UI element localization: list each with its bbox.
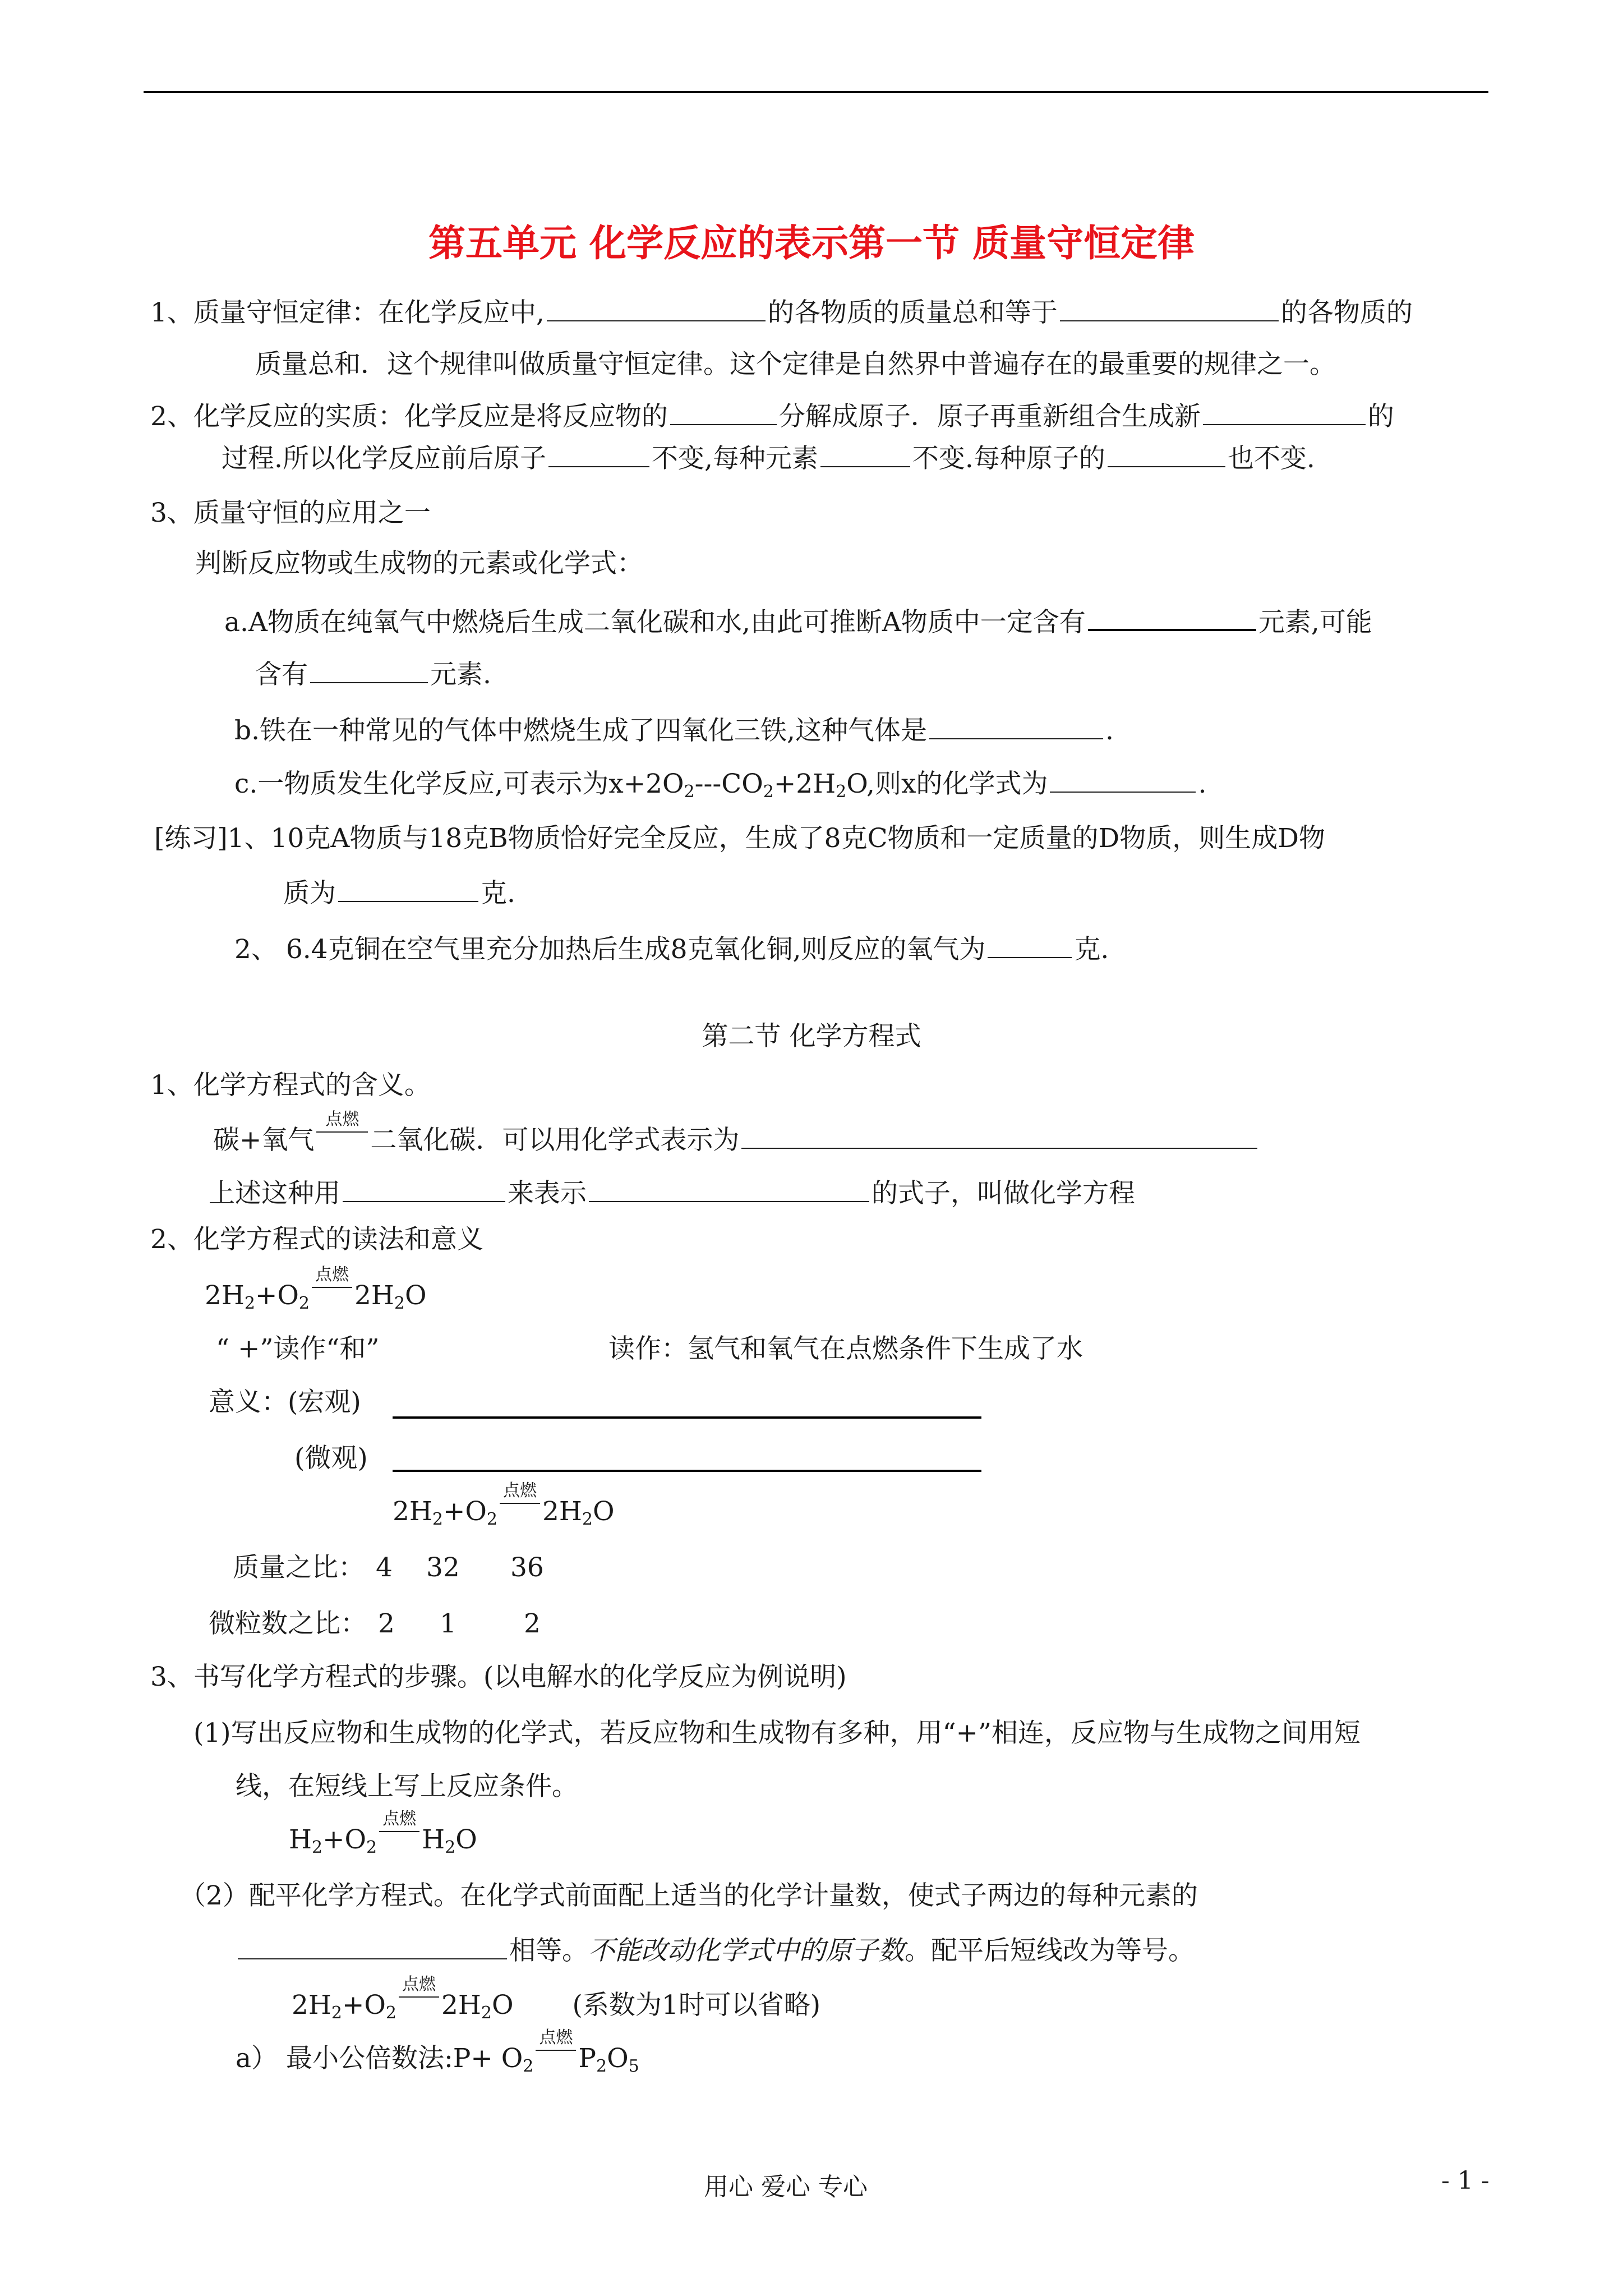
text: . [1198,769,1207,799]
reaction-condition [310,1265,354,1313]
reaction-essence-line2 [222,440,1315,476]
text: 2、化学反应的实质：化学反应是将反应物的 [150,401,668,432]
text: ---CO [694,769,763,799]
condition-label: 点燃 [325,1110,359,1129]
text: O,则x的化学式为 [846,769,1048,799]
blank-mass-d[interactable] [338,875,478,902]
exercise-2 [234,931,1109,967]
condition-bar [399,1996,439,1998]
text: b.铁在一种常见的气体中燃烧生成了四氧化三铁,这种气体是 [234,715,927,746]
text: 的各物质的 [1280,297,1413,328]
condition-bar [316,1131,368,1133]
text: 分解成原子．原子再重新组合生成新 [778,401,1201,432]
subscript: 2 [385,2003,396,2023]
subscript: 2 [312,1838,323,1857]
particle-ratio-h2o: 2 [524,1608,541,1639]
subscript: 2 [244,1294,255,1313]
text: a） 最小公倍数法:P+ O [236,2043,523,2074]
blank-chemical-reaction[interactable] [589,1175,869,1202]
text: 过程.所以化学反应前后原子 [222,443,546,474]
mass-ratio-o2: 32 [426,1552,460,1583]
carbon-equation-line [213,1110,1260,1157]
text: P [578,2043,596,2074]
text: +O [322,1824,367,1855]
meaning-heading: 1、化学方程式的含义。 [150,1070,431,1101]
question-a-line2 [255,656,491,692]
reaction-condition [377,1809,422,1857]
text: 2H [542,1496,582,1527]
text: +O [342,1990,386,2021]
subscript: 2 [331,2003,342,2023]
text: 2H [292,1990,331,2021]
subscript: 2 [481,2003,492,2023]
condition-label: 点燃 [382,1809,417,1829]
particle-ratio-o2: 1 [440,1608,457,1639]
text: 二氧化碳．可以用化学式表示为 [370,1125,740,1156]
condition-label: 点燃 [402,1975,436,1994]
text: 也不变. [1227,443,1315,474]
text: a.A物质在纯氧气中燃烧后生成二氧化碳和水,由此可推断A物质中一定含有 [224,607,1086,638]
condition-label: 点燃 [539,2028,573,2047]
blank-gas[interactable] [929,712,1103,739]
text: 含有 [255,659,308,690]
reaction-condition [533,2028,578,2076]
blank-element[interactable] [820,440,910,467]
text: +2H [773,769,836,799]
text: +O [442,1496,487,1527]
blank-reactants[interactable] [547,295,766,321]
text: . [1105,715,1114,746]
text: 2H [393,1496,432,1527]
text: 不变.每种原子的 [912,443,1105,474]
reaction-essence-line1 [150,398,1394,434]
condition-bar [500,1503,540,1504]
meaning-macro-label: 意义：(宏观) [209,1387,361,1418]
subscript: 2 [836,782,847,802]
text: 克. [481,878,515,909]
condition-bar [379,1831,419,1832]
blank-molecule[interactable] [670,398,777,425]
mass-ratio-label: 质量之比： [233,1552,365,1583]
text: H [289,1824,312,1855]
condition-label: 点燃 [503,1481,537,1501]
text: 相等。 [509,1935,588,1966]
application-subheading: 判断反应物或生成物的元素或化学式： [195,548,643,579]
water-equation-balanced [292,1975,821,2023]
text: 质为 [283,878,336,909]
text: 的各物质的质量总和等于 [767,297,1058,328]
particle-ratio-label: 微粒数之比： [209,1608,367,1639]
subscript: 2 [394,1294,405,1313]
steps-heading: 3、书写化学方程式的步骤。(以电解水的化学反应为例说明) [150,1662,847,1692]
reaction-condition [314,1110,370,1157]
law-definition-line2: 质量总和．这个规律叫做质量守恒定律。这个定律是自然界中普遍存在的最重要的规律之一。 [255,349,1336,380]
water-equation-unbalanced [289,1809,477,1857]
law-definition-line1 [150,295,1413,330]
subscript: 2 [366,1838,377,1857]
text: 来表示 [508,1178,587,1209]
page-title: 第五单元 化学反应的表示第一节 质量守恒定律 [428,222,1195,265]
text: +O [255,1280,299,1311]
question-c [234,766,1206,801]
mass-ratio-h2o: 36 [510,1552,544,1583]
blank-possible-element[interactable] [310,656,428,683]
read-plus: “ +”读作“和” [216,1333,380,1364]
reaction-condition [497,1481,542,1529]
condition-bar [312,1287,352,1288]
subscript: 2 [684,782,695,802]
text: H [422,1824,445,1855]
text: O [404,1280,427,1311]
text: 2H [441,1990,481,2021]
subscript: 2 [298,1294,310,1313]
text: O [455,1824,477,1855]
blank-atom-count[interactable] [238,1932,507,1959]
subscript: 2 [763,782,774,802]
italic-note: 不能改动化学式中的原子数 [588,1935,905,1966]
reading-heading: 2、化学方程式的读法和意义 [150,1224,483,1255]
meaning-micro-blank[interactable] [393,1470,981,1472]
text: O [607,2043,629,2074]
blank-formula-x[interactable] [1050,766,1196,793]
text: 的 [1367,401,1394,432]
meaning-macro-blank[interactable] [393,1416,981,1419]
blank-definite-element[interactable] [1088,603,1256,631]
text: 2H [205,1280,245,1311]
blank-atom-mass[interactable] [1108,440,1225,467]
blank-new-substance[interactable] [1203,398,1366,425]
text: 元素. [430,659,491,690]
step2-line1: （2）配平化学方程式。在化学式前面配上适当的化学计量数，使式子两边的每种元素的 [179,1880,1198,1911]
mass-ratio-row [233,1551,555,1585]
subscript: 5 [628,2056,639,2076]
meaning-micro-label: (微观) [294,1443,368,1474]
subscript: 2 [445,1838,456,1857]
equation-definition-line [209,1175,1135,1211]
coefficient-note: (系数为1时可以省略) [572,1990,821,2021]
read-as: 读作：氢气和氧气在点燃条件下生成了水 [608,1333,1083,1364]
step2-line2 [236,1932,1195,1968]
text: 2、 6.4克铜在空气里充分加热后生成8克氧化铜,则反应的氧气为 [234,934,986,965]
water-equation-1 [205,1265,427,1313]
step1-line2: 线，在短线上写上反应条件。 [236,1771,578,1802]
text: 克. [1074,934,1109,965]
text: O [491,1990,514,2021]
text: 的式子，叫做化学方程 [872,1178,1135,1209]
application-heading: 3、质量守恒的应用之一 [150,498,431,528]
subscript: 2 [486,1510,497,1529]
text: 1、质量守恒定律：在化学反应中, [150,297,545,328]
blank-products[interactable] [1060,295,1279,321]
section2-title: 第二节 化学方程式 [702,1021,921,1052]
footer-motto: 用心 爱心 专心 [704,2173,868,2201]
text: 。配平后短线改为等号。 [905,1935,1195,1966]
text: O [592,1496,615,1527]
header-rule [144,91,1488,93]
particle-ratio-row [209,1607,569,1641]
exercise-1-line2 [283,875,515,910]
page-number: - 1 - [1441,2166,1490,2195]
blank-oxygen-mass[interactable] [988,931,1072,958]
blank-chemical-formula[interactable] [343,1175,505,1202]
subscript: 2 [582,1510,593,1529]
subscript: 2 [432,1510,443,1529]
question-b [234,712,1114,748]
subscript: 2 [523,2056,534,2076]
text: c.一物质发生化学反应,可表示为x+2O [234,769,684,799]
particle-ratio-h2: 2 [378,1608,395,1639]
condition-label: 点燃 [315,1265,349,1285]
exercise-1-line1: [练习]1、10克A物质与18克B物质恰好完全反应，生成了8克C物质和一定质量的D物质，则生成D物 [154,823,1325,854]
blank-atom-kind[interactable] [548,440,649,467]
condition-bar [536,2050,576,2051]
water-equation-2 [393,1481,615,1529]
reaction-condition [396,1975,441,2022]
blank-carbon-formula[interactable] [741,1122,1257,1149]
step1-line1: (1)写出反应物和生成物的化学式，若反应物和生成物有多种，用“+”相连，反应物与生成物之间用短 [193,1718,1361,1749]
lcm-method-line [236,2028,639,2076]
subscript: 2 [596,2056,607,2076]
text: 元素,可能 [1258,607,1372,638]
text: 2H [354,1280,394,1311]
text: 碳+氧气 [213,1125,315,1156]
question-a-line1 [224,603,1372,639]
mass-ratio-h2: 4 [376,1552,393,1583]
text: 不变,每种元素 [651,443,818,474]
text: 上述这种用 [209,1178,340,1209]
